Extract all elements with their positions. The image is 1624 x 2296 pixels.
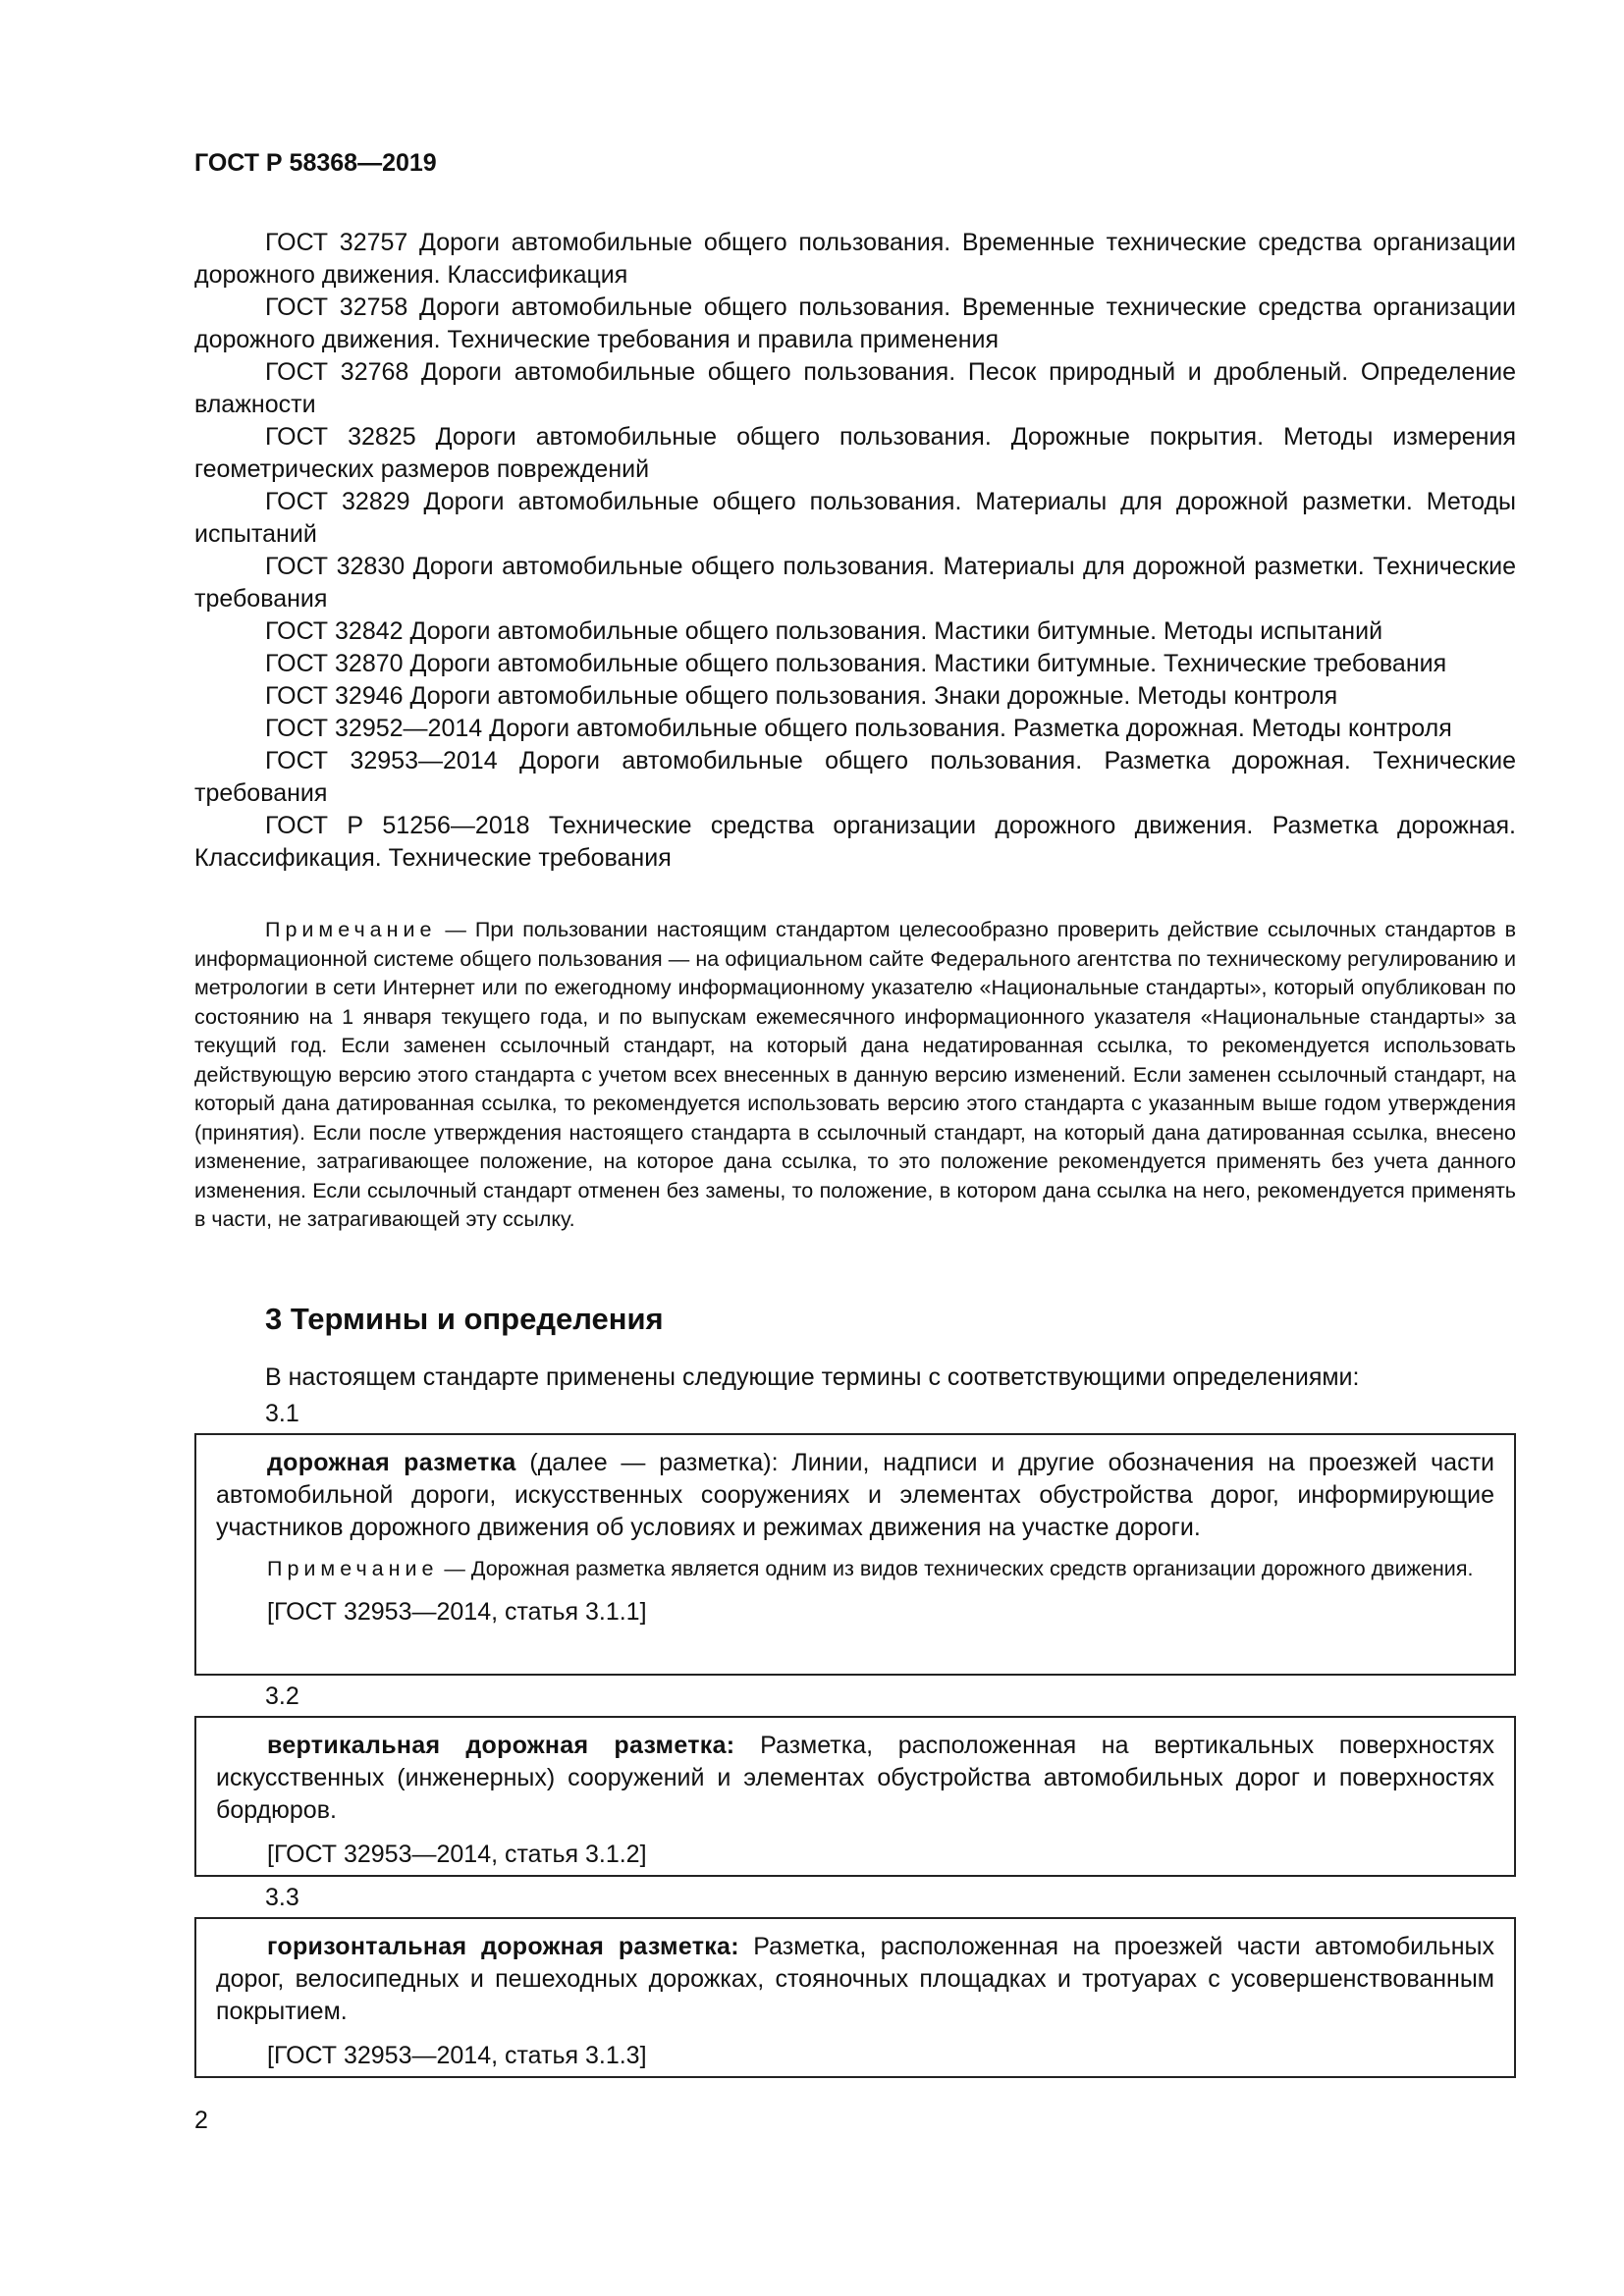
term-note-text: — Дорожная разметка является одним из видов технических средств организации дорожного движения. [438, 1557, 1474, 1580]
note-text: — При пользовании настоящим стандартом целесообразно проверить действие ссылочных стандартов в информационной системе общего пользования — на официальном сайте Федерального агентства по техническому регулированию и метрологии в сети Интернет или по ежегодному информационному указателю «Национальные стандарты», который опубликован по состоянию на 1 января текущего года, и по выпускам ежемесячного информационного указателя «Национальные стандарты» за текущий год. Если заменен ссылочный стандарт, на который дана недатированная ссылка, то рекомендуется использовать действующую версию этого стандарта с учетом всех внесенных в данную версию изменений. Если заменен ссылочный стандарт, на который дана датированная ссылка, то рекомендуется использовать версию этого стандарта с указанным выше годом утверждения (принятия). Если после утверждения настоящего стандарта в ссылочный стандарт, на который дана датированная ссылка, внесено изменение, затрагивающее положение, на которое дана ссылка, то это положение рекомендуется применять без учета данного изменения. Если ссылочный стандарт отменен без замены, то положение, в котором дана ссылка на него, рекомендуется применять в части, не затрагивающей эту ссылку. [194, 918, 1516, 1231]
reference-item: ГОСТ 32953—2014 Дороги автомобильные общего пользования. Разметка дорожная. Технические требования [194, 747, 1516, 807]
term-source: [ГОСТ 32953—2014, статья 3.1.3] [267, 2042, 647, 2069]
term-name: горизонтальная дорожная разметка: [267, 1933, 739, 1960]
term-number: 3.2 [265, 1682, 299, 1710]
reference-item: ГОСТ 32829 Дороги автомобильные общего пользования. Материалы для дорожной разметки. Методы испытаний [194, 488, 1516, 548]
term-number: 3.1 [265, 1400, 299, 1427]
reference-item: ГОСТ 32830 Дороги автомобильные общего пользования. Материалы для дорожной разметки. Технические требования [194, 553, 1516, 613]
reference-item: ГОСТ Р 51256—2018 Технические средства организации дорожного движения. Разметка дорожная. Классификация. Технические требования [194, 812, 1516, 872]
reference-item: ГОСТ 32757 Дороги автомобильные общего пользования. Временные технические средства организации дорожного движения. Классификация [194, 229, 1516, 289]
reference-item: ГОСТ 32768 Дороги автомобильные общего пользования. Песок природный и дробленый. Определение влажности [194, 358, 1516, 418]
term-text: (далее — разметка): Линии, надписи и другие обозначения на проезжей части автомобильной дороги, искусственных сооружениях и элементах обустройства дорог, информирующие участников дорожного движения об условиях и режимах движения на участке дороги. [216, 1449, 1494, 1541]
term-box [194, 1917, 1516, 2078]
section-intro: В настоящем стандарте применены следующие термины с соответствующими определениями: [265, 1363, 1360, 1391]
term-text: Разметка, расположенная на вертикальных поверхностях искусственных (инженерных) сооружений и элементах обустройства автомобильных дорог и поверхностях бордюров. [216, 1732, 1494, 1824]
term-definition [216, 1931, 1494, 2028]
note-label: Примечание [265, 918, 437, 941]
term-box [194, 1716, 1516, 1877]
document-header: ГОСТ Р 58368—2019 [194, 149, 437, 177]
term-note-label: Примечание [267, 1557, 439, 1580]
reference-item: ГОСТ 32825 Дороги автомобильные общего пользования. Дорожные покрытия. Методы измерения геометрических размеров повреждений [194, 423, 1516, 483]
term-number: 3.3 [265, 1884, 299, 1911]
references-note [194, 916, 1516, 1235]
reference-item: ГОСТ 32870 Дороги автомобильные общего пользования. Мастики битумные. Технические требования [265, 650, 1447, 677]
reference-item: ГОСТ 32758 Дороги автомобильные общего пользования. Временные технические средства организации дорожного движения. Технические требования и правила применения [194, 294, 1516, 353]
term-note [216, 1554, 1494, 1584]
term-source: [ГОСТ 32953—2014, статья 3.1.2] [267, 1841, 647, 1868]
term-text: Разметка, расположенная на проезжей части автомобильных дорог, велосипедных и пешеходных дорожках, стояночных площадках и тротуарах с усовершенствованным покрытием. [216, 1933, 1494, 2025]
references-list [194, 227, 1516, 875]
reference-item: ГОСТ 32952—2014 Дороги автомобильные общего пользования. Разметка дорожная. Методы контроля [265, 715, 1452, 742]
term-name: вертикальная дорожная разметка: [267, 1732, 735, 1759]
term-name: дорожная разметка [267, 1449, 516, 1476]
term-box [194, 1433, 1516, 1676]
section-title: 3 Термины и определения [265, 1302, 664, 1336]
term-source: [ГОСТ 32953—2014, статья 3.1.1] [267, 1598, 647, 1626]
page-number: 2 [194, 2107, 208, 2134]
term-definition [216, 1730, 1494, 1827]
term-definition [216, 1447, 1494, 1544]
reference-item: ГОСТ 32842 Дороги автомобильные общего пользования. Мастики битумные. Методы испытаний [265, 617, 1383, 645]
reference-item: ГОСТ 32946 Дороги автомобильные общего пользования. Знаки дорожные. Методы контроля [265, 682, 1338, 710]
